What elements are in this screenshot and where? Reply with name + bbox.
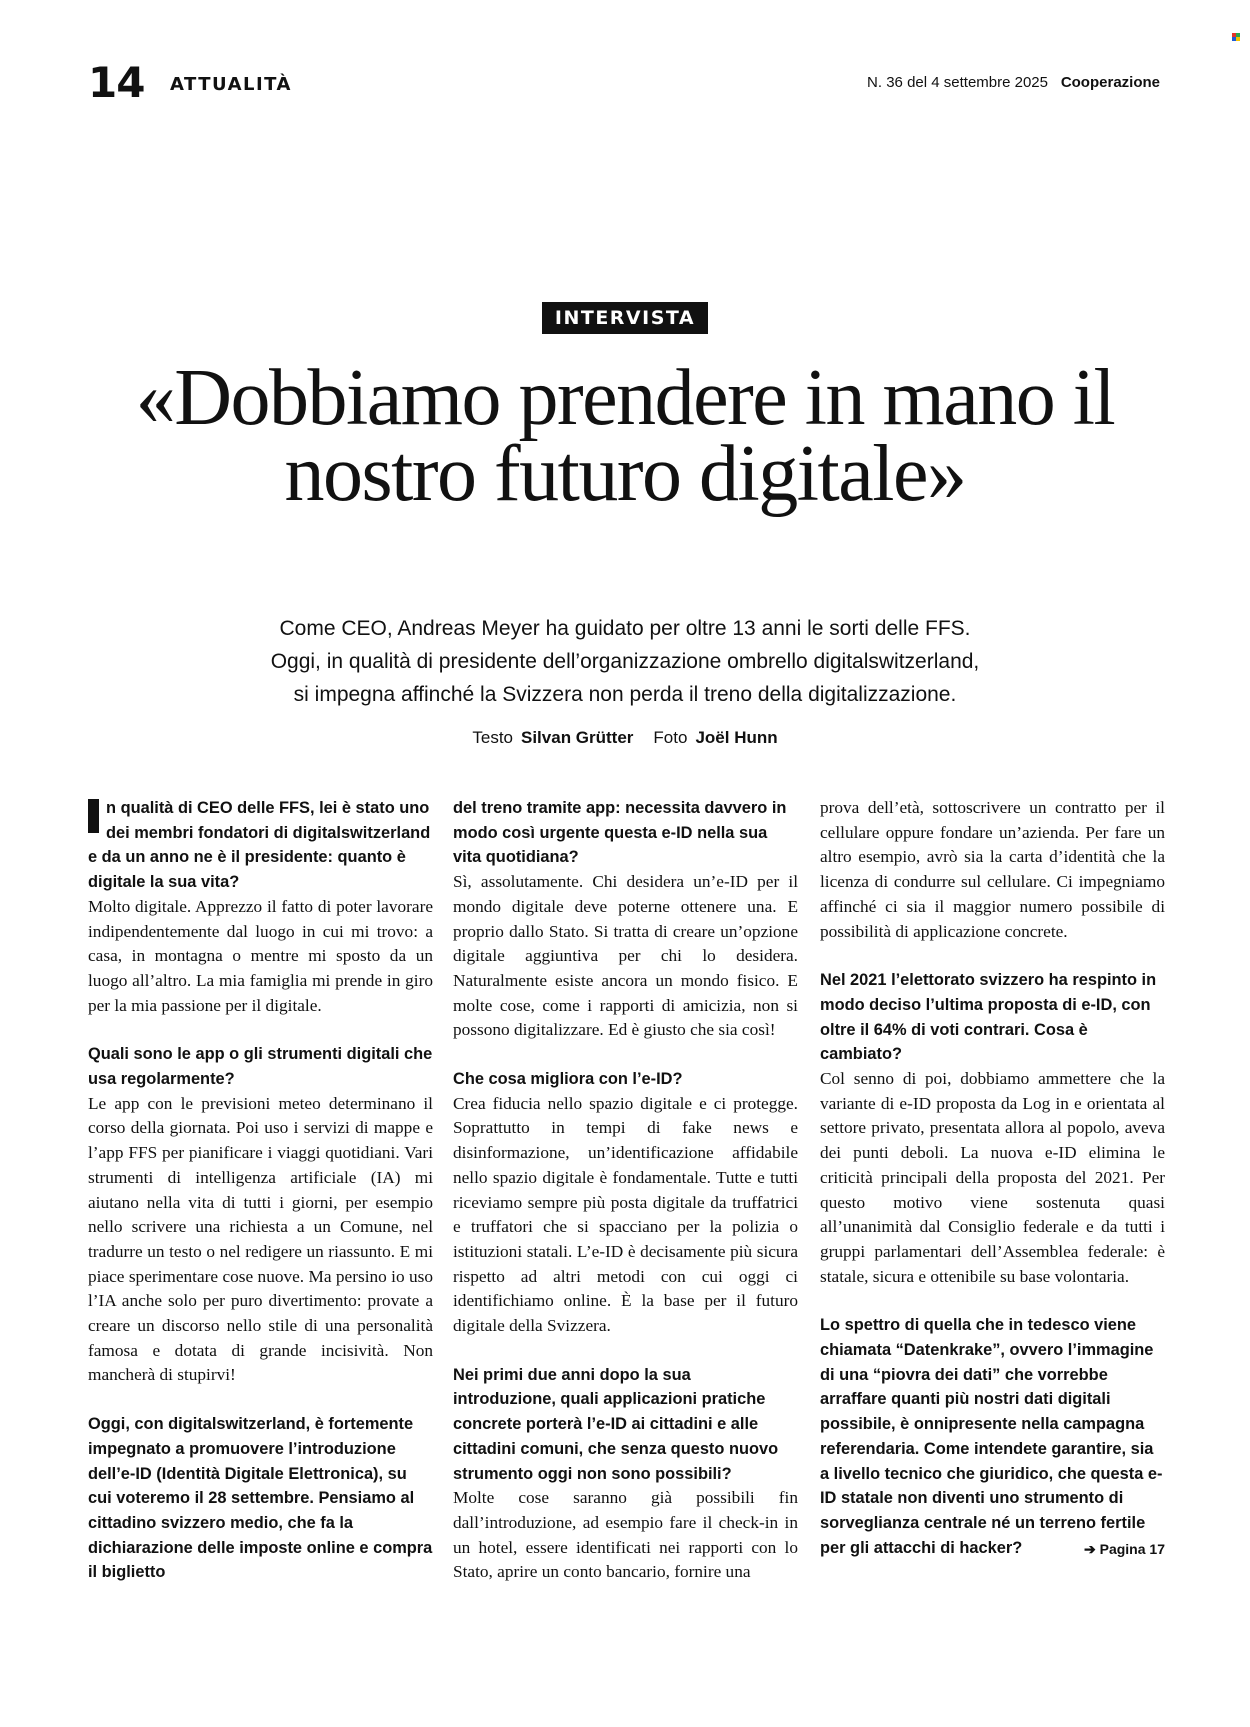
standfirst-line: Come CEO, Andreas Meyer ha guidato per oltre 13 anni le sorti delle FFS.	[279, 617, 971, 640]
question: del treno tramite app: necessita davvero in modo così urgente questa e-ID nella sua vita quotidiana?	[453, 799, 787, 867]
photo-credit-author: Joël Hunn	[695, 728, 778, 747]
question-text: n qualità di CEO delle FFS, lei è stato uno dei membri fondatori di digitalswitzerland e da un anno ne è il presidente: quanto è digitale la sua vita?	[88, 799, 431, 892]
section-label: ATTUALITÀ	[170, 74, 292, 95]
question: Nel 2021 l’elettorato svizzero ha respinto in modo deciso l’ultima proposta di e-ID, con oltre il 64% di voti contrari. Cosa è cambiato?	[820, 971, 1157, 1064]
text-credit-label: Testo	[472, 728, 513, 747]
question	[88, 796, 433, 895]
answer: Molto digitale. Apprezzo il fatto di poter lavorare indipendentemente dal luogo in cui mi trovo: a casa, in montagna o mentre mi sposto da un luogo all’altro. La mia famiglia mi prende in giro per la mia passione per il digitale.	[88, 896, 433, 1015]
kicker-wrap	[0, 302, 1250, 334]
question: Che cosa migliora con l’e-ID?	[453, 1070, 683, 1089]
byline	[0, 728, 1250, 748]
drop-cap-bar	[88, 799, 99, 833]
color-mark-icon	[1232, 33, 1240, 41]
question: Nei primi due anni dopo la sua introduzione, quali applicazioni pratiche concrete porterà l’e-ID ai cittadini e alle cittadini comuni, che senza questo nuovo strumento oggi non sono possibili?	[453, 1365, 779, 1483]
answer: Le app con le previsioni meteo determinano il corso della giornata. Poi uso i servizi di mappe e l’app FFS per pianificare i viaggi quotidiani. Vari strumenti di intelligenza artificiale (IA) mi aiutano nella vita di tutti i giorni, per esempio nello scrivere una richiesta a un Comune, nel tradurre un testo o nel redigere un riassunto. E mi piace sperimentare cose nuove. Ma persino io uso l’IA anche solo per puro divertimento: provate a creare un discorso nello stile di una personalità famosa e dotata di grande incisività. Non mancherà di stupirvi!	[88, 1093, 433, 1385]
page-header	[88, 58, 1160, 112]
page-number: 14	[88, 58, 145, 107]
text-credit-author: Silvan Grütter	[521, 728, 634, 747]
standfirst-line: Oggi, in qualità di presidente dell’organizzazione ombrello digitalswitzerland,	[270, 650, 980, 673]
answer: Sì, assolutamente. Chi desidera un’e-ID per il mondo digitale deve poterne ottenere una. E proprio dallo Stato. Si tratta di creare un’opzione digitale aggiuntiva per chi lo desidera. Naturalmente esiste ancora un mondo fisico. E molte cose, come i rapporti di amicizia, non si possono digitalizzare. Ed è giusto che sia così!	[453, 872, 798, 1040]
publication-name: Cooperazione	[1060, 74, 1160, 91]
headline: «Dobbiamo prendere in mano il nostro futuro digitale»	[135, 354, 1115, 518]
answer: Col senno di poi, dobbiamo ammettere che la variante di e-ID proposta da Log in e orientata al settore privato, presentata allora al popolo, aveva dei punti deboli. La nuova e-ID elimina le criticità principali della proposta del 2021. Per questo motivo viene sostenuta quasi all’unanimità dal Consiglio federale e da tutti i gruppi parlamentari dell’Assemblea federale: è statale, sicura e ottenibile su base volontaria.	[820, 1069, 1165, 1286]
photo-credit-label: Foto	[653, 728, 688, 747]
standfirst	[130, 612, 1120, 711]
article-column-1	[88, 796, 433, 1585]
issue-info: N. 36 del 4 settembre 2025	[867, 74, 1048, 91]
article-column-3	[820, 796, 1165, 1562]
answer: Molte cose saranno già possibili fin dall’introduzione, ad esempio fare il check-in in un hotel, essere identificati nei rapporti con lo Stato, aprire un conto bancario, fornire una	[453, 1488, 798, 1582]
article-column-2	[453, 796, 798, 1585]
answer: prova dell’età, sottoscrivere un contratto per il cellulare oppure fondare un’azienda. Per fare un altro esempio, avrò sia la carta d’identità che la licenza di condurre sul cellulare. Ci impegniamo affinché ci sia il maggior numero possibile di possibilità di applicazione concrete.	[820, 798, 1165, 941]
question: Oggi, con digitalswitzerland, è fortemente impegnato a promuovere l’introduzione dell’e-ID (Identità Digitale Elettronica), su cui voteremo il 28 settembre. Pensiamo al cittadino svizzero medio, che fa la dichiarazione delle imposte online e compra il biglietto	[88, 1415, 433, 1582]
standfirst-line: si impegna affinché la Svizzera non perda il treno della digitalizzazione.	[293, 683, 957, 706]
kicker-label: INTERVISTA	[542, 302, 708, 334]
question: Quali sono le app o gli strumenti digitali che usa regolarmente?	[88, 1045, 433, 1089]
continued-page-link[interactable]: ➔ Pagina 17	[1084, 1541, 1165, 1558]
question: Lo spettro di quella che in tedesco viene chiamata “Datenkrake”, ovvero l’immagine di una “piovra dei dati” che vorrebbe arraffare quanti più nostri dati digitali possibile, è onnipresente nella campagna referendaria. Come intendete garantire, sia a livello tecnico che giuridico, che questa e-ID statale non diventi uno strumento di sorveglianza centrale né un terreno fertile per gli attacchi di hacker?	[820, 1316, 1163, 1557]
answer: Crea fiducia nello spazio digitale e ci protegge. Soprattutto in tempi di fake news e disinformazione, un’identificazione affidabile nello spazio digitale è fondamentale. Tutte e tutti riceviamo sempre più posta digitale da truffatrici e truffatori che si spacciano per la polizia o istituzioni statali. L’e-ID è decisamente più sicura rispetto ad altri metodi con cui oggi ci identifichiamo online. È la base per il futuro digitale della Svizzera.	[453, 1093, 798, 1336]
